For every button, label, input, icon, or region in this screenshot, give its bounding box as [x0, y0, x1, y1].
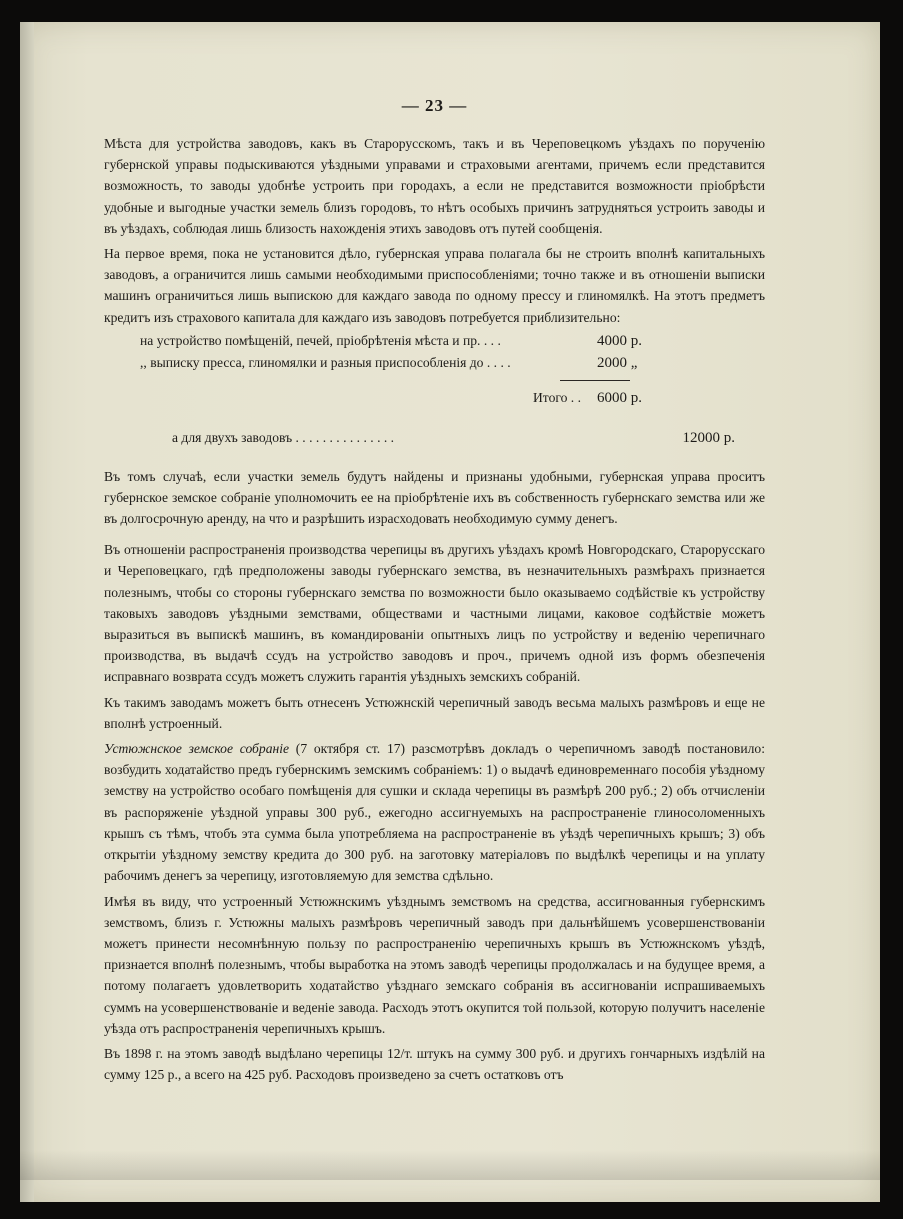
- ustyuzhna-assembly-title: Устюжнское земское собраніе: [104, 741, 290, 757]
- cost-item: [140, 352, 667, 374]
- cost-list: [140, 330, 765, 374]
- cost-item-amount: 2000 „: [597, 355, 638, 372]
- sum-rule: [560, 380, 630, 381]
- page-number: — 23 —: [401, 96, 468, 115]
- paragraph-1898: Въ 1898 г. на этомъ заводѣ выдѣлано черепицы 12/т. штукъ на сумму 300 руб. и другихъ гончарныхъ издѣлій на сумму 125 р., а всего на 425 руб. Расходовъ произведено за счетъ остатковъ отъ: [104, 1045, 765, 1083]
- ustyuzhna-assembly-text: (7 октября ст. 17) разсмотрѣвъ докладъ о черепичномъ заводѣ постановило: возбудить ходатайство предъ губернскимъ земскимъ собраніемъ: 1) о выдачѣ единовременнаго пособія уѣздному земству на устройство особаго помѣщенія для сушки и склада черепицы въ размѣрѣ 200 руб.; 2) объ отчисленіи въ распоряженіе уѣздной управы 300 руб., ежегодно ассигнуемыхъ на распространеніе глиносоломенныхъ крышъ съ тѣмъ, чтобъ эта сумма была употребляема на распространеніе въ уѣздѣ черепичныхъ крышъ; 3) объ открытіи уѣздному земству кредита до 300 руб. на заготовку матеріаловъ по выдѣлкѣ черепицы и на уплату рабочимъ денегъ за черепицу, изготовляемую для земства сдѣльно.: [104, 741, 765, 884]
- cost-item-label: ,, выписку пресса, глиномялки и разныя приспособленія до . . . .: [140, 355, 511, 371]
- total-row: [104, 387, 667, 409]
- paragraph-resolution: Имѣя въ виду, что устроенный Устюжнскимъ уѣзднымъ земствомъ на средства, ассигнованныя губернскимъ земствомъ, близъ г. Устюжны малыхъ размѣровъ черепичный заводъ при дальнѣйшемъ усовершенствованіи можетъ принести несомнѣнную пользу по распространенію черепичныхъ крышъ въ Устюжнскомъ уѣздѣ, признается вполнѣ полезнымъ, чтобы выработка на этомъ заводѣ черепицы продолжалась и на будущее время, а потому полагаетъ удовлетворить ходатайство уѣзднаго земскаго собранія въ ассигнованіи испрашиваемыхъ суммъ на усовершенствованіе и веденіе завода. Расходъ этотъ окупится той пользой, которую получитъ населеніе уѣзда отъ распространенія черепичныхъ крышъ.: [104, 893, 765, 1036]
- total-amount: 6000 р.: [597, 390, 642, 407]
- page-bottom-shadow: [20, 1150, 880, 1180]
- two-plants-row: [172, 427, 735, 449]
- paragraph-land: Въ томъ случаѣ, если участки земель будутъ найдены и признаны удобными, губернская управа проситъ губернское земское собраніе уполномочить ее на пріобрѣтеніе ихъ въ собственность губернскаго земства или же въ долгосрочную аренду, на что и разрѣшить израсходовать необходимую сумму денегъ.: [104, 468, 765, 527]
- paragraph-sites: Мѣста для устройства заводовъ, какъ въ Старорусскомъ, такъ и въ Череповецкомъ уѣздахъ по порученію губернской управы подыскиваются уѣздными управами и страховыми агентами, причемъ если представится возможность, то заводы удобнѣе устроить при городахъ, а если не представится возможности пріобрѣсти удобные и выгодные участки земель близъ городовъ, то нѣтъ особыхъ причинъ затрудняться устроить заводы и въ уѣздахъ, соблюдая лишь близость нахожденія этихъ заводовъ отъ путей сообщенія.: [104, 136, 765, 236]
- paragraph-first-period: На первое время, пока не установится дѣло, губернская управа полагала бы не строить вполнѣ капитальныхъ заводовъ, а ограничится лишь самыми необходимыми приспособленіями; точно также и въ отношеніи выписки машинъ ограничиться лишь выпискою для каждаго завода по одному прессу и глиномялкѣ. На этотъ предметъ кредитъ изъ страхового капитала для каждаго изъ заводовъ потребуется приблизительно:: [104, 246, 765, 325]
- cost-item-label: на устройство помѣщеній, печей, пріобрѣтенія мѣста и пр. . . .: [140, 332, 501, 348]
- two-plants-amount: 12000 р.: [682, 430, 735, 447]
- page-gutter: [20, 22, 34, 1202]
- cost-item-amount: 4000 р.: [597, 332, 642, 349]
- paragraph-other-districts: Въ отношеніи распространенія производства черепицы въ другихъ уѣздахъ кромѣ Новгородскаго, Старорусскаго и Череповецкаго, гдѣ предположены заводы губернскаго земства, въ незначительныхъ размѣрахъ признается полезнымъ, чтобы со стороны губернскаго земства по возможности было оказываемо содѣйствіе къ устройству таковыхъ заводовъ уѣздными земствами, обществами и частными лицами, каковое содѣйствіе можетъ выразиться въ выпискѣ машинъ, въ командированіи опытныхъ лицъ по устройству и веденію черепичнаго производства, въ выдачѣ ссудъ на устройство заводовъ и проч., причемъ одной изъ формъ обезпеченія исправнаго возврата ссудъ можетъ служить гарантія уѣздныхъ земскихъ собраній.: [104, 542, 765, 685]
- cost-item: [140, 330, 667, 352]
- paragraph-ustyuzhna-plant: Къ такимъ заводамъ можетъ быть отнесенъ Устюжнскій черепичный заводъ весьма малыхъ размѣровъ и еще не вполнѣ устроенный.: [104, 694, 765, 731]
- two-plants-label: а для двухъ заводовъ . . . . . . . . . . . . . . .: [172, 430, 395, 446]
- total-label: Итого . .: [532, 390, 581, 406]
- page-text-block: [104, 95, 765, 1085]
- paragraph-ustyuzhna-assembly: [104, 738, 765, 886]
